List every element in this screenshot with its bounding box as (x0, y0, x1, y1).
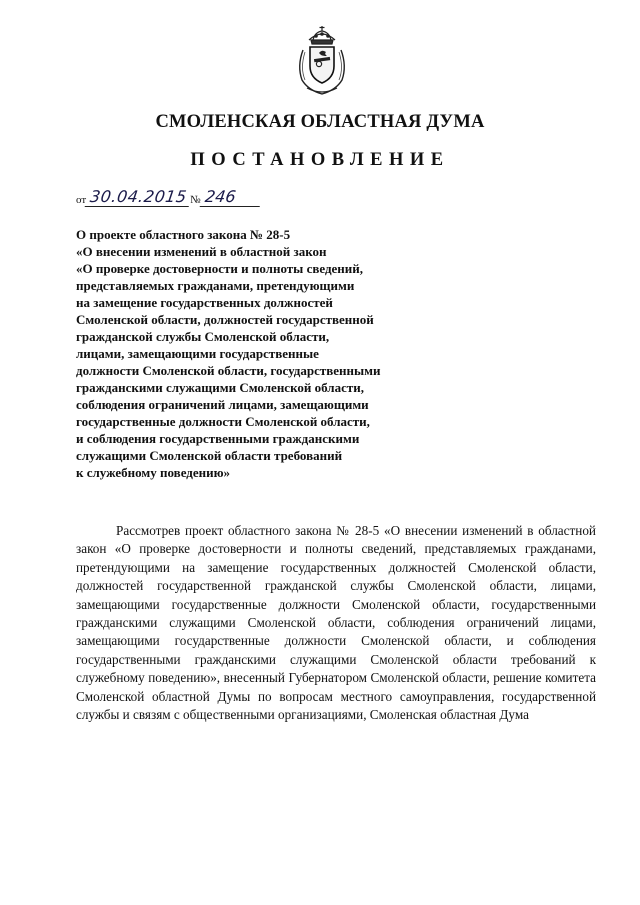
subject-line: «О внесении изменений в областной закон (76, 244, 327, 259)
subject-line: гражданскими служащими Смоленской области, (76, 380, 364, 395)
subject-line: Смоленской области, должностей государственной (76, 312, 374, 327)
subject-line: лицами, замещающими государственные (76, 346, 319, 361)
date-number-line (76, 188, 261, 212)
subject-line: к служебному поведению» (76, 465, 231, 480)
resolution-date: 30.04.2015 (85, 188, 192, 207)
subject-line: и соблюдения государственными гражданскими (76, 431, 360, 446)
organization-title: СМОЛЕНСКАЯ ОБЛАСТНАЯ ДУМА (155, 112, 485, 132)
subject-line: соблюдения ограничений лицами, замещающими (76, 397, 369, 412)
subject-line: служащими Смоленской области требований (76, 448, 343, 463)
date-prefix: от (76, 194, 87, 206)
resolution-subject (76, 226, 476, 481)
document-type-title: ПОСТАНОВЛЕНИЕ (190, 150, 450, 170)
subject-line: гражданской службы Смоленской области, (76, 329, 330, 344)
body-paragraph: Рассмотрев проект областного закона № 28-5 «О внесении изменений в областной закон «О проверке достоверности и полноты сведений, представляемых гражданами, претендующими на замещение государственных должностей Смоленской области, должностей государственной гражданской службы Смоленской области, лицами, замещающими государственные должности Смоленской области, государственными гражданскими служащими Смоленской области, соблюдения ограничений лицами, замещающими государственные должности Смоленской области, и соблюдения государственными гражданскими служащими Смоленской области требований к служебному поведению», внесенный Губернатором Смоленской области, решение комитета Смоленской областной Думы по вопросам местного самоуправления, государственной службы и связям с общественными организациями, Смоленская областная Дума (76, 523, 596, 723)
resolution-number: 246 (199, 188, 262, 207)
subject-line: О проекте областного закона № 28-5 (76, 227, 291, 242)
coat-of-arms-icon (293, 22, 351, 98)
subject-line: представляемых гражданами, претендующими (76, 278, 355, 293)
subject-line: должности Смоленской области, государственными (76, 363, 381, 378)
number-prefix: № (190, 194, 201, 206)
subject-line: «О проверке достоверности и полноты сведений, (76, 261, 364, 276)
subject-line: на замещение государственных должностей (76, 295, 333, 310)
subject-line: государственные должности Смоленской области, (76, 414, 370, 429)
